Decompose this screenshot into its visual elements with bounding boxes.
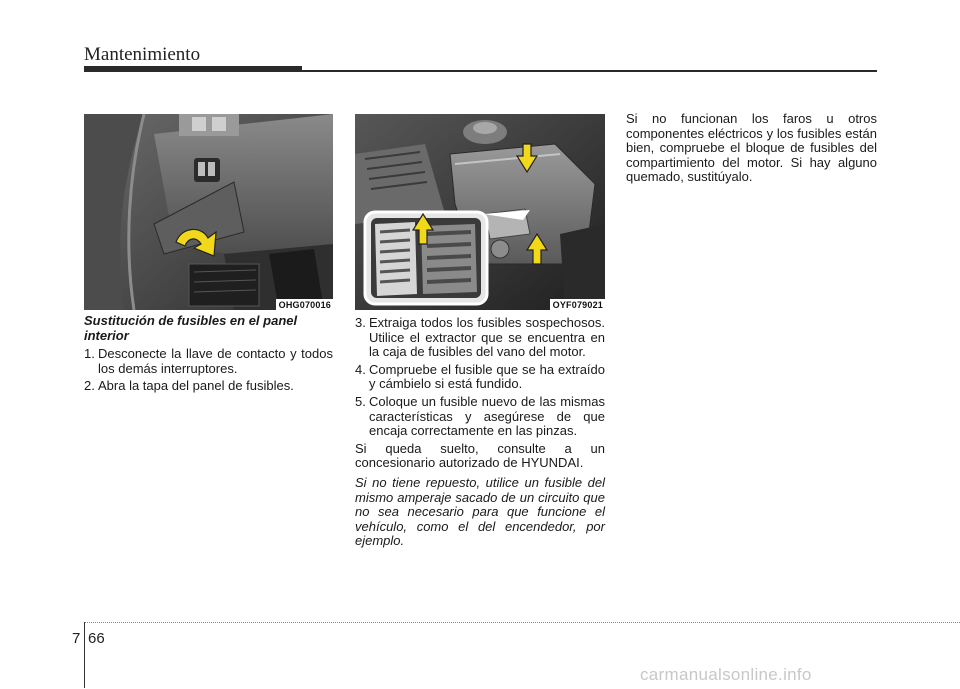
- step-text: Compruebe el fusible que se ha extraído y cámbielo si está fundido.: [369, 361, 605, 392]
- note-paragraph: Si no tiene repuesto, utilice un fusible del mismo amperaje sacado de un circuito que no sea necesario para que funcione el vehículo, como el del encendedor, por ejemplo.: [355, 474, 605, 549]
- left-column: [84, 314, 333, 397]
- step-text: Desconecte la llave de contacto y todos los demás interruptores.: [98, 346, 333, 376]
- footer-divider: [84, 622, 85, 688]
- step-number: 1.: [84, 346, 95, 362]
- figure-code: OYF079021: [550, 299, 605, 310]
- list-item: [355, 316, 605, 360]
- step-text: Abra la tapa del panel de fusibles.: [98, 378, 294, 394]
- step-text: Coloque un fusible nuevo de las mismas características y asegúrese de que encaja correctamente en las pinzas.: [369, 393, 605, 439]
- list-item: [355, 363, 605, 392]
- watermark: carmanualsonline.info: [640, 665, 812, 684]
- figure-code: OHG070016: [276, 299, 333, 310]
- middle-column: [355, 316, 605, 552]
- interior-fuse-panel-illustration: [84, 114, 333, 310]
- caption-line: interior: [84, 327, 129, 343]
- figure-caption: [84, 314, 333, 343]
- step-number: 3.: [355, 315, 366, 330]
- body-paragraph: Si no funcionan los faros u otros componentes eléctricos y los fusibles están bien, compruebe el bloque de fusibles del compartimiento del motor. Si hay alguno quemado, sustitúyalo.: [626, 111, 877, 185]
- caption-line: Sustitución de fusibles en el panel: [84, 313, 298, 328]
- step-number: 5.: [355, 393, 366, 409]
- engine-fuse-box-photo: [355, 114, 605, 310]
- step-number: 4.: [355, 361, 366, 377]
- section-title: Mantenimiento: [84, 44, 201, 65]
- list-item: [355, 395, 605, 439]
- footer-rule: [84, 622, 960, 623]
- engine-fuse-box-illustration: [355, 114, 605, 310]
- chapter-number: 7: [72, 630, 81, 647]
- interior-fuse-panel-photo: [84, 114, 333, 310]
- header-rule-thin: [302, 70, 877, 72]
- header-rule-thick: [84, 66, 302, 72]
- list-item: [84, 347, 333, 376]
- right-column: [626, 112, 877, 188]
- list-item: [84, 379, 333, 394]
- step-text: Extraiga todos los fusibles sospechosos. Utilice el extractor que se encuentra en la caja de fusibles del vano del motor.: [369, 315, 605, 360]
- page-number: 66: [88, 630, 105, 647]
- step-number: 2.: [84, 378, 95, 394]
- body-paragraph: Si queda suelto, consulte a un concesionario autorizado de HYUNDAI.: [355, 440, 605, 471]
